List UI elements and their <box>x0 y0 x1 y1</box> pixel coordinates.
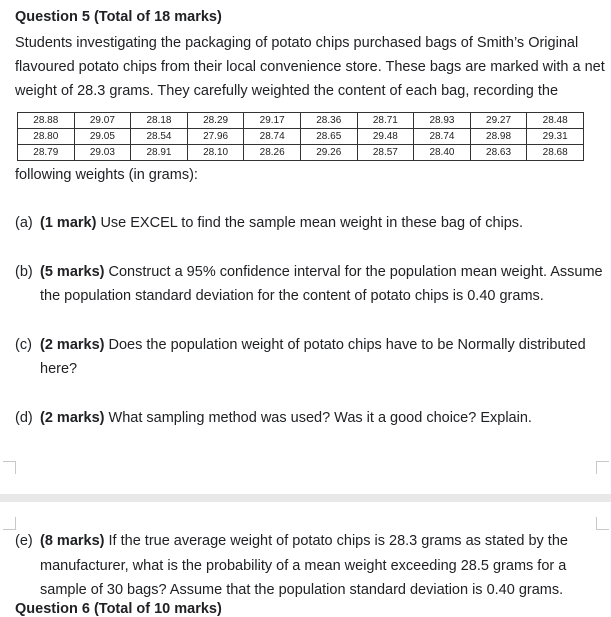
part-d-text: What sampling method was used? Was it a good choice? Explain. <box>104 410 532 426</box>
table-cell: 28.18 <box>131 113 188 129</box>
part-a-letter: (a) <box>15 215 33 231</box>
table-cell: 28.36 <box>300 113 357 129</box>
part-c-letter: (c) <box>15 337 32 353</box>
part-d-letter: (d) <box>15 410 33 426</box>
table-cell: 28.74 <box>414 129 471 145</box>
table-cell: 28.91 <box>131 145 188 161</box>
table-cell: 28.26 <box>244 145 301 161</box>
table-cell: 29.31 <box>527 129 584 145</box>
margin-corner-bottom-left <box>3 517 16 530</box>
table-cell: 28.40 <box>414 145 471 161</box>
table-cell: 29.27 <box>470 113 527 129</box>
table-cell: 28.54 <box>131 129 188 145</box>
margin-corner-top-right <box>596 461 609 474</box>
table-cell: 28.98 <box>470 129 527 145</box>
next-question-title: Question 6 (Total of 10 marks) <box>15 601 222 617</box>
table-cell: 28.65 <box>300 129 357 145</box>
table-cell: 28.68 <box>527 145 584 161</box>
part-c-marks: (2 marks) <box>40 337 105 353</box>
table-cell: 29.17 <box>244 113 301 129</box>
table-row <box>18 113 584 129</box>
part-c-text-line-2: here? <box>40 361 78 377</box>
part-d-marks: (2 marks) <box>40 410 105 426</box>
intro-continuation: following weights (in grams): <box>15 167 198 183</box>
table-cell: 27.96 <box>187 129 244 145</box>
table-cell: 28.80 <box>18 129 75 145</box>
part-b-marks: (5 marks) <box>40 264 105 280</box>
table-cell: 28.29 <box>187 113 244 129</box>
part-a <box>15 215 523 231</box>
table-cell: 28.48 <box>527 113 584 129</box>
page-break <box>0 494 611 502</box>
table-cell: 28.10 <box>187 145 244 161</box>
margin-corner-bottom-right <box>596 517 609 530</box>
weights-table <box>17 112 584 161</box>
table-cell: 28.71 <box>357 113 414 129</box>
table-cell: 29.07 <box>74 113 131 129</box>
table-cell: 28.79 <box>18 145 75 161</box>
part-c-text: Does the population weight of potato chips have to be Normally distributed <box>104 337 586 353</box>
part-b-letter: (b) <box>15 264 33 280</box>
table-row <box>18 145 584 161</box>
intro-line-3: weight of 28.3 grams. They carefully weighted the content of each bag, recording the <box>15 83 559 99</box>
margin-corner-top-left <box>3 461 16 474</box>
part-e-marks: (8 marks) <box>40 533 105 549</box>
part-b <box>15 264 603 280</box>
part-d <box>15 410 532 426</box>
part-e <box>15 533 568 549</box>
part-c <box>15 337 586 353</box>
table-cell: 28.74 <box>244 129 301 145</box>
part-b-text-line-2: the population standard deviation for the content of potato chips is 0.40 grams. <box>40 288 544 304</box>
table-cell: 28.93 <box>414 113 471 129</box>
intro-line-1: Students investigating the packaging of potato chips purchased bags of Smith’s Original <box>15 35 579 51</box>
part-e-text-line-2: manufacturer, what is the probability of a mean weight exceeding 28.5 grams for a <box>40 558 567 574</box>
part-a-text: Use EXCEL to find the sample mean weight in these bag of chips. <box>96 215 524 231</box>
table-cell: 29.03 <box>74 145 131 161</box>
table-cell: 29.05 <box>74 129 131 145</box>
table-cell: 29.48 <box>357 129 414 145</box>
part-a-marks: (1 mark) <box>40 215 97 231</box>
intro-line-2: flavoured potato chips from their local convenience store. These bags are marked with a net <box>15 59 605 75</box>
table-row <box>18 129 584 145</box>
part-e-text: If the true average weight of potato chips is 28.3 grams as stated by the <box>104 533 568 549</box>
question-title: Question 5 (Total of 18 marks) <box>15 9 222 25</box>
table-cell: 28.88 <box>18 113 75 129</box>
table-cell: 28.57 <box>357 145 414 161</box>
part-e-letter: (e) <box>15 533 33 549</box>
part-e-text-line-3: sample of 30 bags? Assume that the population standard deviation is 0.40 grams. <box>40 582 564 598</box>
table-cell: 28.63 <box>470 145 527 161</box>
table-cell: 29.26 <box>300 145 357 161</box>
part-b-text: Construct a 95% confidence interval for the population mean weight. Assume <box>104 264 603 280</box>
